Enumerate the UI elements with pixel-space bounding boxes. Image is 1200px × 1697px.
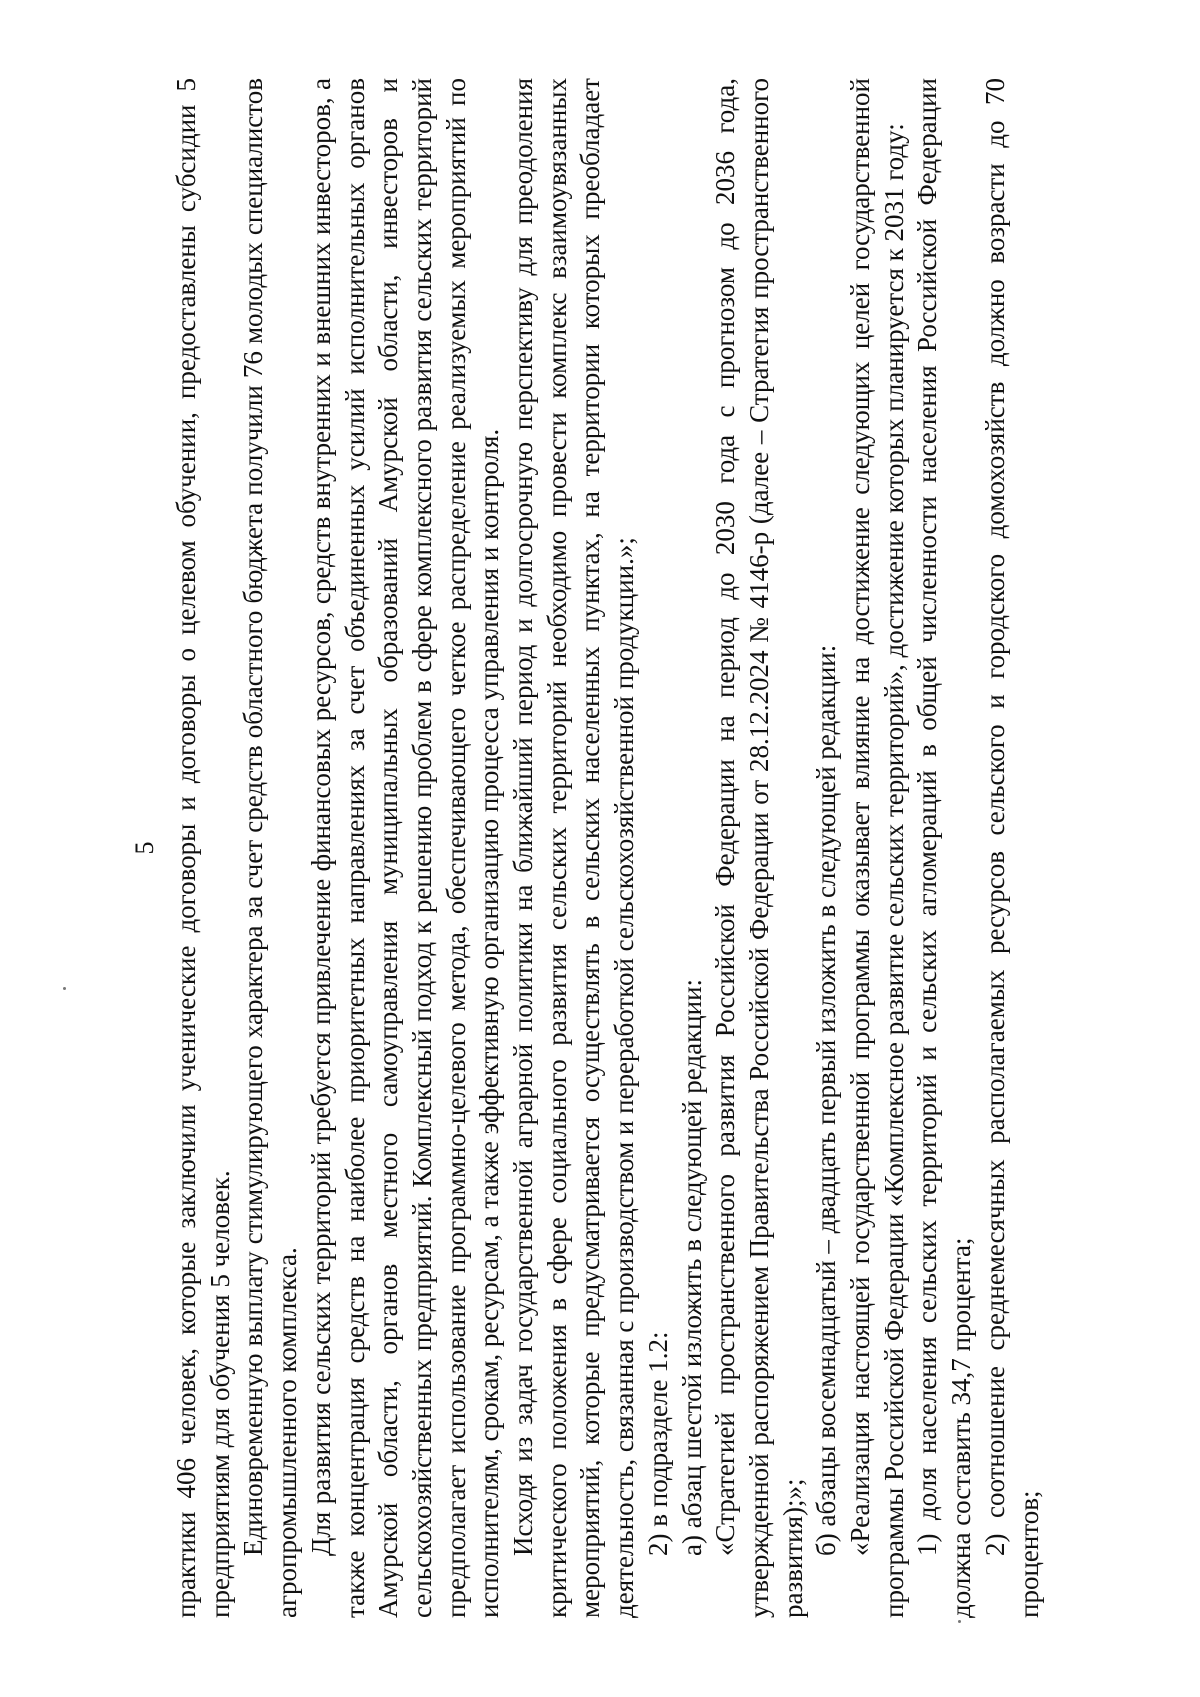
paragraph-1: практики 406 человек, которые заключили ученические договоры и договоры о целевом обучении, предоставлены субсидии 5 предприятиям для обучения 5 человек. — [171, 78, 235, 1618]
paragraph-9: «Реализация настоящей государственной программы оказывает влияние на достижение следующих целей государственной программы Российской Федерации «Комплексное развитие сельских территорий», достижение которых планируется к 2031 году: — [845, 78, 909, 1618]
scan-speck — [63, 987, 66, 990]
paragraph-8: б) абзацы восемнадцатый – двадцать первый изложить в следующей редакции: — [811, 644, 842, 1556]
document-body — [170, 78, 1046, 1618]
paragraph-11: 2) соотношение среднемесячных располагаемых ресурсов сельского и городского домохозяйств должно возрасти до 70 процентов; — [979, 78, 1044, 1618]
paragraph-3: Для развития сельских территорий требуется привлечение финансовых ресурсов, средств внутренних и внешних инвесторов, а также концентрация средств на наиболее приоритетных направлениях за счет объединенных усилий исполнительных органов Амурской области, органов местного самоуправления муниципальных образований Амурской области, инвесторов и сельскохозяйственных предприятий. Комплексный подход к решению проблем в сфере комплексного развития сельских территорий предполагает использование программно-целевого метода, обеспечивающего четкое распределение реализуемых мероприятий по исполнителям, срокам, ресурсам, а также эффективную организацию процесса управления и контроля. — [305, 78, 505, 1618]
paragraph-4: Исходя из задач государственной аграрной политики на ближайший период и долгосрочную перспективу для преодоления критического положения в сфере социального развития сельских территорий необходимо провести комплекс взаимоувязанных мероприятий, которые предусматривается осуществлять в сельских населенных пунктах, на территории которых преобладает деятельность, связанная с производством и переработкой сельскохозяйственной продукции.»; — [508, 78, 640, 1618]
paragraph-5: 2) в подразделе 1.2: — [642, 1331, 673, 1556]
scan-speck — [958, 1620, 961, 1623]
paragraph-7: «Стратегией пространственного развития Российской Федерации на период до 2030 года с прогнозом до 2036 года, утвержденной распоряжением Правительства Российской Федерации от 28.12.2024 № 4146-р (далее – Стратегия пространственного развития);»; — [710, 78, 808, 1618]
paragraph-6: а) абзац шестой изложить в следующей редакции: — [676, 978, 707, 1556]
rotated-page-content — [130, 78, 1070, 1618]
paragraph-10: 1) доля населения сельских территорий и сельских агломераций в общей численности населения Российской Федерации должна составить 34,7 процента; — [912, 78, 977, 1618]
page-number: 5 — [130, 841, 159, 855]
paragraph-2: Единовременную выплату стимулирующего характера за счет средств областного бюджета получили 76 молодых специалистов агропромышленного комплекса. — [238, 78, 303, 1618]
